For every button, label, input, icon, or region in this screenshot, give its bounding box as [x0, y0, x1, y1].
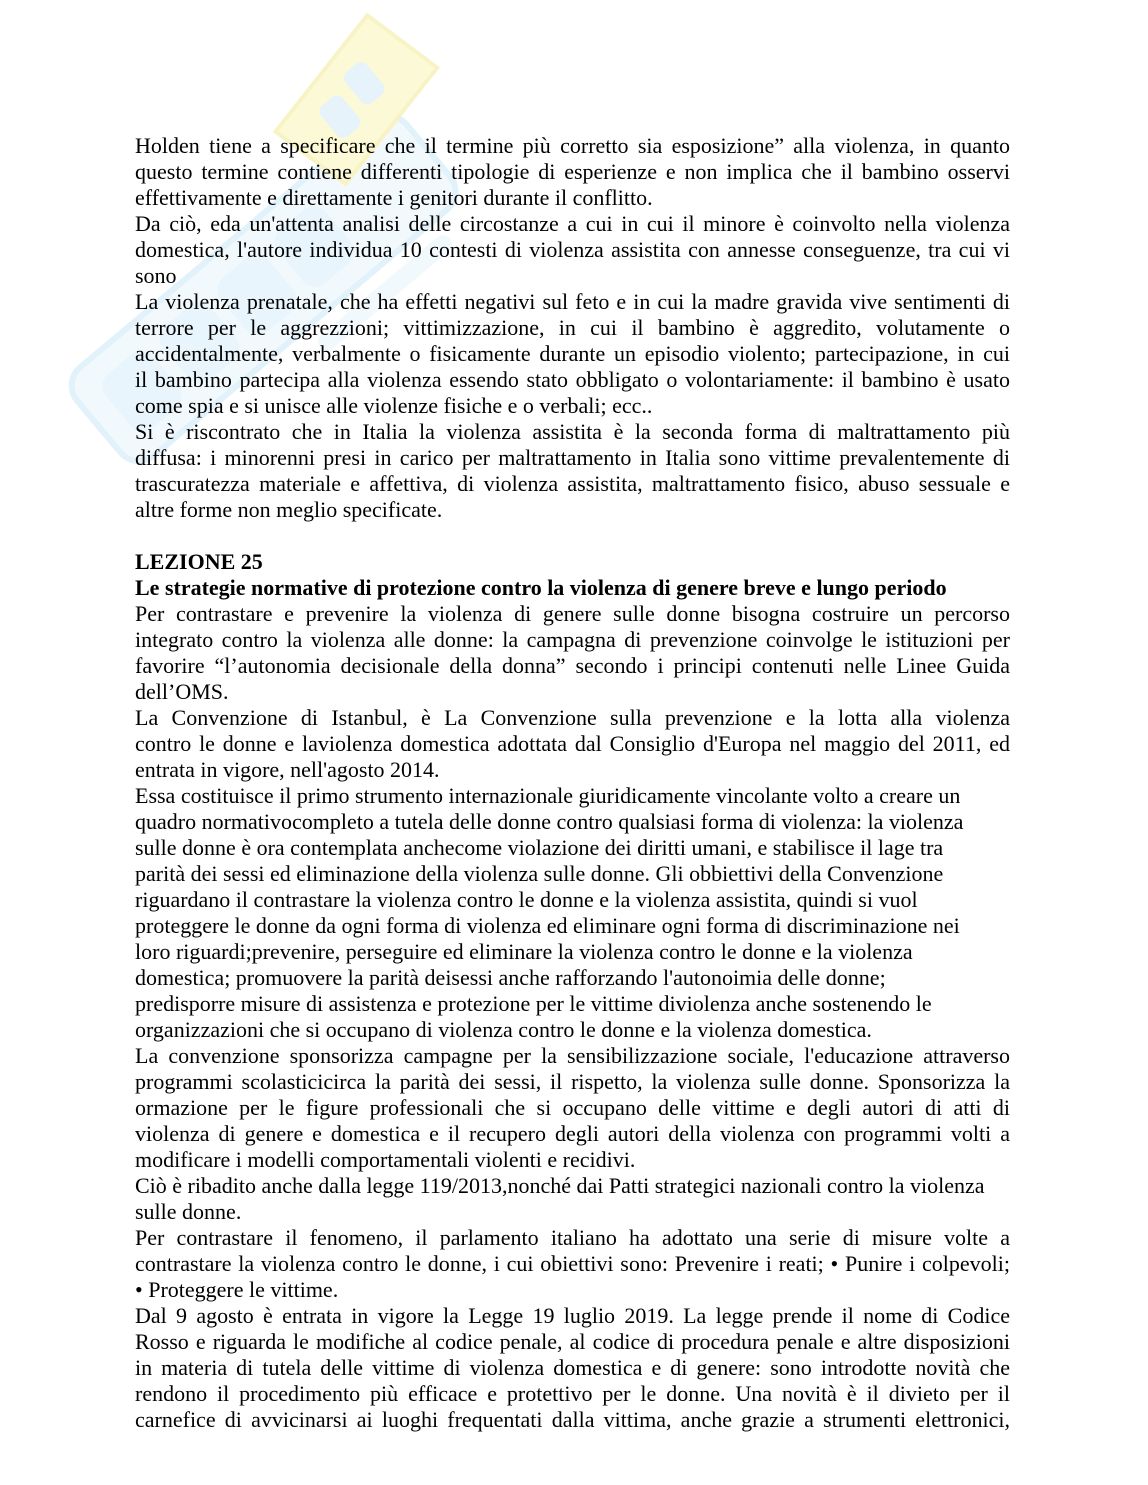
- text-line: favorire “l’autonomia decisionale della donna” secondo i principi contenuti nelle Linee Guida: [135, 653, 1010, 678]
- text-line: effettivamente e direttamente i genitori durante il conflitto.: [135, 185, 653, 210]
- text-line: diffusa: i minorenni presi in carico per maltrattamento in Italia sono vittime prevalentemente di: [135, 445, 1010, 470]
- paragraph: [135, 1043, 1010, 1173]
- text-line: rendono il procedimento più efficace e protettivo per le donne. Una novità è il divieto per il: [135, 1381, 1010, 1406]
- text-line: ormazione per le figure professionali che si occupano delle vittime e degli autori di atti di: [135, 1095, 1010, 1120]
- text-line: contro le donne e laviolenza domestica adottata dal Consiglio d'Europa nel maggio del 2011, ed: [135, 731, 1010, 756]
- text-line: loro riguardi;prevenire, perseguire ed eliminare la violenza contro le donne e la violenza: [135, 939, 913, 964]
- document-body: [135, 133, 1010, 1433]
- text-line: Holden tiene a specificare che il termine più corretto sia esposizione” alla violenza, in quanto: [135, 133, 1010, 158]
- text-line: La convenzione sponsorizza campagne per la sensibilizzazione sociale, l'educazione attraverso: [135, 1043, 1010, 1068]
- text-line: sono: [135, 263, 177, 288]
- text-line: Essa costituisce il primo strumento internazionale giuridicamente vincolante volto a creare un: [135, 783, 961, 808]
- text-line: altre forme non meglio specificate.: [135, 497, 443, 522]
- text-line: Rosso e riguarda le modifiche al codice penale, al codice di procedura penale e altre disposizioni: [135, 1329, 1010, 1354]
- text-line: Si è riscontrato che in Italia la violenza assistita è la seconda forma di maltrattamento più: [135, 419, 1010, 444]
- text-line: sulle donne.: [135, 1199, 242, 1224]
- paragraph: [135, 289, 1010, 419]
- text-line: terrore per le aggrezzioni; vittimizzazione, in cui il bambino è aggredito, volutamente o: [135, 315, 1010, 340]
- text-line: contrastare la violenza contro le donne, i cui obiettivi sono: Prevenire i reati; • Punire i colpevoli;: [135, 1251, 1010, 1276]
- text-line: modificare i modelli comportamentali violenti e recidivi.: [135, 1147, 636, 1172]
- paragraph: [135, 1225, 1010, 1303]
- lesson-heading: LEZIONE 25: [135, 549, 263, 574]
- text-line: carnefice di avvicinarsi ai luoghi frequentati dalla vittima, anche grazie a strumenti elettronici,: [135, 1407, 1010, 1432]
- text-line: il bambino partecipa alla violenza essendo stato obbligato o volontariamente: il bambino è usato: [135, 367, 1010, 392]
- text-line: violenza di genere e domestica e il recupero degli autori della violenza con programmi volti a: [135, 1121, 1010, 1146]
- paragraph: [135, 419, 1010, 523]
- text-line: trascuratezza materiale e affettiva, di violenza assistita, maltrattamento fisico, abuso sessuale e: [135, 471, 1010, 496]
- paragraph: [135, 211, 1010, 289]
- text-line: Da ciò, eda un'attenta analisi delle circostanze a cui in cui il minore è coinvolto nella violenza: [135, 211, 1010, 236]
- text-line: dell’OMS.: [135, 679, 229, 704]
- text-line: parità dei sessi ed eliminazione della violenza sulle donne. Gli obbiettivi della Convenzione: [135, 861, 944, 886]
- text-line: questo termine contiene differenti tipologie di esperienze e non implica che il bambino osservi: [135, 159, 1010, 184]
- text-line: • Proteggere le vittime.: [135, 1277, 339, 1302]
- text-line: programmi scolasticicirca la parità dei sessi, il rispetto, la violenza sulle donne. Sponsorizza la: [135, 1069, 1010, 1094]
- text-line: domestica, l'autore individua 10 contesti di violenza assistita con annesse conseguenze, tra cui vi: [135, 237, 1010, 262]
- text-line: predisporre misure di assistenza e protezione per le vittime diviolenza anche sostenendo le: [135, 991, 932, 1016]
- text-line: quadro normativocompleto a tutela delle donne contro qualsiasi forma di violenza: la violenza: [135, 809, 964, 834]
- text-line: accidentalmente, verbalmente o fisicamente durante un episodio violento; partecipazione, in cui: [135, 341, 1010, 366]
- text-line: Per contrastare e prevenire la violenza di genere sulle donne bisogna costruire un percorso: [135, 601, 1010, 626]
- text-line: Dal 9 agosto è entrata in vigore la Legge 19 luglio 2019. La legge prende il nome di Codice: [135, 1303, 1010, 1328]
- paragraph: [135, 1173, 1010, 1225]
- blank-line: [135, 523, 1010, 549]
- text-line: integrato contro la violenza alle donne: la campagna di prevenzione coinvolge le istituzioni per: [135, 627, 1010, 652]
- text-line: riguardano il contrastare la violenza contro le donne e la violenza assistita, quindi si vuol: [135, 887, 918, 912]
- paragraph: [135, 133, 1010, 211]
- paragraph: [135, 705, 1010, 783]
- text-line: domestica; promuovere la parità deisessi anche rafforzando l'autonoimia delle donne;: [135, 965, 886, 990]
- text-line: Ciò è ribadito anche dalla legge 119/2013,nonché dai Patti strategici nazionali contro la violenza: [135, 1173, 985, 1198]
- text-line: in materia di tutela delle vittime di violenza domestica e di genere: sono introdotte novità che: [135, 1355, 1010, 1380]
- lesson-title: Le strategie normative di protezione contro la violenza di genere breve e lungo periodo: [135, 575, 947, 600]
- text-line: proteggere le donne da ogni forma di violenza ed eliminare ogni forma di discriminazione nei: [135, 913, 960, 938]
- paragraph: [135, 1303, 1010, 1433]
- text-line: La Convenzione di Istanbul, è La Convenzione sulla prevenzione e la lotta alla violenza: [135, 705, 1010, 730]
- text-line: Per contrastare il fenomeno, il parlamento italiano ha adottato una serie di misure volte a: [135, 1225, 1010, 1250]
- paragraph: [135, 783, 1010, 1043]
- text-line: entrata in vigore, nell'agosto 2014.: [135, 757, 440, 782]
- text-line: sulle donne è ora contemplata anchecome violazione dei diritti umani, e stabilisce il lage tra: [135, 835, 944, 860]
- text-line: come spia e si unisce alle violenze fisiche e o verbali; ecc..: [135, 393, 653, 418]
- paragraph: [135, 601, 1010, 705]
- text-line: La violenza prenatale, che ha effetti negativi sul feto e in cui la madre gravida vive sentimenti di: [135, 289, 1010, 314]
- text-line: organizzazioni che si occupano di violenza contro le donne e la violenza domestica.: [135, 1017, 872, 1042]
